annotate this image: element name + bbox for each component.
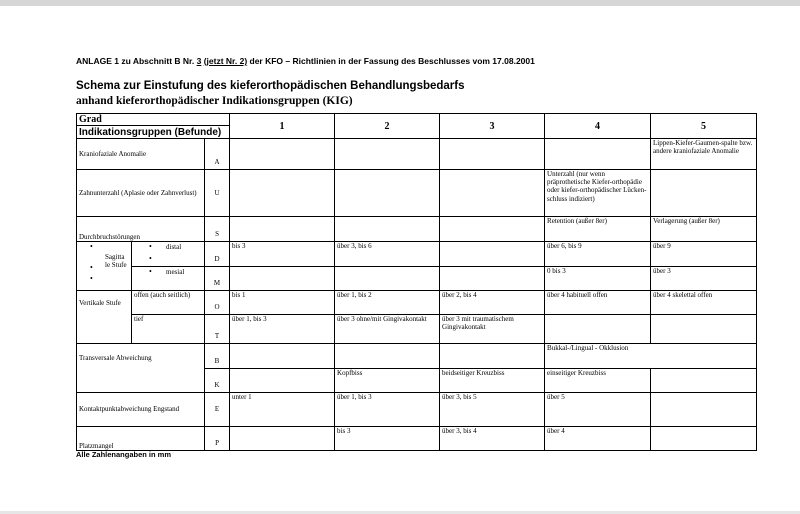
sagittal-label: Sagitta le Stufe <box>105 253 127 270</box>
code-d: D <box>205 242 230 267</box>
document-title: Schema zur Einstufung des kieferorthopädischen Behandlungsbedarfs <box>76 80 465 92</box>
annex-suffix: der KFO – Richtlinien in der Fassung des Beschlusses vom 17.08.2001 <box>247 56 535 66</box>
label-transversal: Transversale Abweichung <box>77 344 205 393</box>
code-a: A <box>205 139 230 170</box>
e-grade-2: über 1, bis 3 <box>335 393 440 427</box>
d-grade-5: über 9 <box>651 242 757 267</box>
bullet-icon: • <box>149 267 152 276</box>
annex-line <box>76 56 535 66</box>
top-edge <box>0 0 800 6</box>
t-grade-1: über 1, bis 3 <box>230 315 335 344</box>
e-grade-1: unter 1 <box>230 393 335 427</box>
distal-label: distal <box>166 243 182 251</box>
sub-mesial <box>132 267 205 291</box>
code-u: U <box>205 170 230 217</box>
indication-groups-label: Indikationsgruppen (Befunde) <box>77 126 230 139</box>
label-p: Platzmangel <box>77 427 205 451</box>
grade-1-header: 1 <box>230 114 335 139</box>
label-u: Zahnunterzahl (Aplasie oder Zahnverlust) <box>77 170 205 217</box>
k-grade-3: beidseitiger Kreuzbiss <box>440 369 545 393</box>
k-grade-4: einseitiger Kreuzbiss <box>545 369 651 393</box>
row-s <box>77 217 757 242</box>
bullet-icon: • <box>90 263 93 272</box>
document-subtitle: anhand kieferorthopädischer Indikationsgruppen (KIG) <box>76 95 353 107</box>
annex-now: (jetzt Nr. 2) <box>203 56 248 66</box>
bullet-icon: • <box>149 242 152 251</box>
d-grade-4: über 6, bis 9 <box>545 242 651 267</box>
u-grade-4: Unterzahl (nur wenn präprothetische Kiefer-orthopädie oder kiefer-orthopädischer Lücken-schluss indiziert) <box>545 170 651 217</box>
row-t <box>77 315 757 344</box>
bullet-icon: • <box>90 242 93 251</box>
label-vertical: Vertikale Stufe <box>77 291 132 344</box>
sub-offen: offen (auch seitlich) <box>132 291 205 315</box>
code-s: S <box>205 217 230 242</box>
row-p <box>77 427 757 451</box>
p-grade-2: bis 3 <box>335 427 440 451</box>
annex-number: 3 <box>196 56 202 66</box>
e-grade-3: über 3, bis 5 <box>440 393 545 427</box>
label-a: Kraniofaziale Anomalie <box>77 139 205 170</box>
code-m: M <box>205 267 230 291</box>
row-e <box>77 393 757 427</box>
bullet-icon: • <box>90 274 93 283</box>
s-grade-4: Retention (außer 8er) <box>545 217 651 242</box>
m-grade-5: über 3 <box>651 267 757 291</box>
annex-prefix: ANLAGE 1 zu Abschnitt B Nr. <box>76 56 197 66</box>
p-grade-4: über 4 <box>545 427 651 451</box>
o-grade-2: über 1, bis 2 <box>335 291 440 315</box>
row-a <box>77 139 757 170</box>
p-grade-3: über 3, bis 4 <box>440 427 545 451</box>
sub-distal <box>132 242 205 267</box>
t-grade-2: über 3 ohne/mit Gingivakontakt <box>335 315 440 344</box>
label-sagittal <box>77 242 132 291</box>
code-e: E <box>205 393 230 427</box>
o-grade-3: über 2, bis 4 <box>440 291 545 315</box>
grade-4-header: 4 <box>545 114 651 139</box>
s-grade-5: Verlagerung (außer 8er) <box>651 217 757 242</box>
kig-table <box>76 113 757 451</box>
grade-2-header: 2 <box>335 114 440 139</box>
a-grade-5: Lippen-Kiefer-Gaumen-spalte bzw. andere kraniofaziale Anomalie <box>651 139 757 170</box>
o-grade-4: über 4 habituell offen <box>545 291 651 315</box>
row-u <box>77 170 757 217</box>
row-d <box>77 242 757 267</box>
grad-label: Grad <box>77 114 230 126</box>
label-s: Durchbruchstörungen <box>77 217 205 242</box>
header-row-grad <box>77 114 757 126</box>
row-b <box>77 344 757 369</box>
b-grade-4-5: Bukkal-/Lingual - Okklusion <box>545 344 757 369</box>
label-e: Kontaktpunktabweichung Engstand <box>77 393 205 427</box>
grade-5-header: 5 <box>651 114 757 139</box>
bullet-icon: • <box>149 254 152 263</box>
mesial-label: mesial <box>166 268 185 276</box>
code-b: B <box>205 344 230 369</box>
m-grade-4: 0 bis 3 <box>545 267 651 291</box>
row-m <box>77 267 757 291</box>
grade-3-header: 3 <box>440 114 545 139</box>
o-grade-5: über 4 skelettal offen <box>651 291 757 315</box>
code-p: P <box>205 427 230 451</box>
d-grade-1: bis 3 <box>230 242 335 267</box>
k-grade-2: Kopfbiss <box>335 369 440 393</box>
code-t: T <box>205 315 230 344</box>
footnote: Alle Zahlenangaben in mm <box>76 450 172 459</box>
code-o: O <box>205 291 230 315</box>
o-grade-1: bis 1 <box>230 291 335 315</box>
sub-tief: tief <box>132 315 205 344</box>
t-grade-3: über 3 mit traumatischem Gingivakontakt <box>440 315 545 344</box>
row-o <box>77 291 757 315</box>
code-k: K <box>205 369 230 393</box>
d-grade-2: über 3, bis 6 <box>335 242 440 267</box>
e-grade-4: über 5 <box>545 393 651 427</box>
